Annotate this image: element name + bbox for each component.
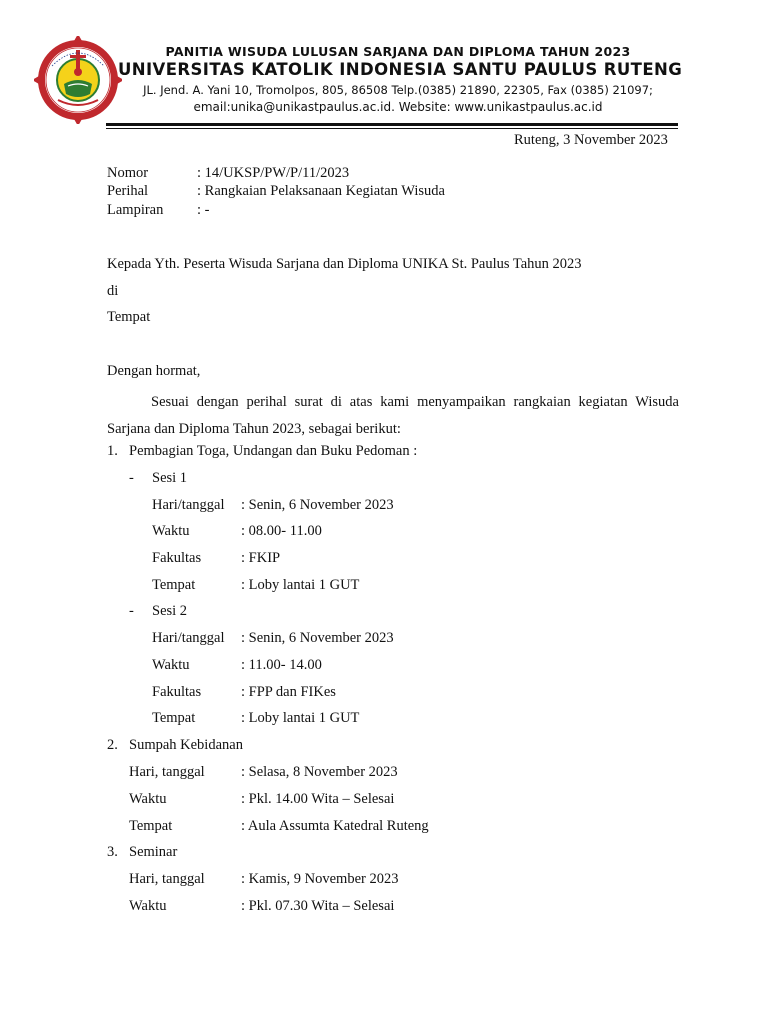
- detail-label: Fakultas: [152, 684, 202, 700]
- detail-label: Tempat: [152, 710, 196, 726]
- recipient-tempat: Tempat: [107, 309, 151, 325]
- detail-value: : Loby lantai 1 GUT: [241, 710, 360, 726]
- detail-value: : Pkl. 07.30 Wita – Selesai: [241, 898, 395, 914]
- detail-value: : Senin, 6 November 2023: [241, 630, 394, 646]
- meta-value-perihal: : Rangkaian Pelaksanaan Kegiatan Wisuda: [197, 183, 445, 199]
- session-bullet: -: [129, 470, 134, 486]
- committee-title: PANITIA WISUDA LULUSAN SARJANA DAN DIPLOMA TAHUN 2023: [165, 44, 631, 59]
- detail-label: Hari, tanggal: [129, 871, 205, 887]
- recipient-line: Kepada Yth. Peserta Wisuda Sarjana dan Diploma UNIKA St. Paulus Tahun 2023: [107, 256, 582, 272]
- meta-label-lampiran: Lampiran: [107, 202, 164, 218]
- item-title: Seminar: [129, 844, 178, 860]
- session-title: Sesi 2: [152, 603, 188, 619]
- contact-line: email:unika@unikastpaulus.ac.id. Website: www.unikastpaulus.ac.id: [193, 100, 603, 114]
- item-number: 3.: [107, 844, 118, 860]
- session-bullet: -: [129, 603, 134, 619]
- detail-value: : Kamis, 9 November 2023: [241, 871, 399, 887]
- detail-label: Hari, tanggal: [129, 764, 205, 780]
- item-title: Pembagian Toga, Undangan dan Buku Pedoman :: [129, 443, 418, 459]
- detail-label: Waktu: [152, 657, 190, 673]
- meta-label-nomor: Nomor: [107, 165, 149, 181]
- intro-paragraph: Sesuai dengan perihal surat di atas kami menyampaikan rangkaian kegiatan Wisuda Sarjana dan Diploma Tahun 2023, sebagai berikut:: [107, 394, 679, 437]
- university-logo: [34, 36, 122, 124]
- meta-value-nomor: : 14/UKSP/PW/P/11/2023: [197, 165, 350, 181]
- recipient-di: di: [107, 283, 119, 299]
- detail-value: : Pkl. 14.00 Wita – Selesai: [241, 791, 395, 807]
- session-title: Sesi 1: [152, 470, 188, 486]
- detail-label: Hari/tanggal: [152, 497, 225, 513]
- detail-label: Tempat: [152, 577, 196, 593]
- letter-date: Ruteng, 3 November 2023: [514, 132, 668, 148]
- item-title: Sumpah Kebidanan: [129, 737, 243, 753]
- item-number: 2.: [107, 737, 118, 753]
- header-divider: [106, 123, 678, 126]
- detail-value: : Selasa, 8 November 2023: [241, 764, 398, 780]
- detail-value: : 08.00- 11.00: [241, 523, 322, 539]
- meta-label-perihal: Perihal: [107, 183, 149, 199]
- greeting: Dengan hormat,: [107, 363, 201, 379]
- meta-value-lampiran: : -: [197, 202, 210, 218]
- detail-label: Tempat: [129, 818, 173, 834]
- detail-value: : Aula Assumta Katedral Ruteng: [241, 818, 429, 834]
- detail-value: : Senin, 6 November 2023: [241, 497, 394, 513]
- detail-value: : FKIP: [241, 550, 281, 566]
- detail-value: : FPP dan FIKes: [241, 684, 336, 700]
- address-line: JL. Jend. A. Yani 10, Tromolpos, 805, 86508 Telp.(0385) 21890, 22305, Fax (0385) 21097;: [143, 83, 653, 97]
- detail-label: Hari/tanggal: [152, 630, 225, 646]
- detail-label: Waktu: [152, 523, 190, 539]
- detail-label: Fakultas: [152, 550, 202, 566]
- item-number: 1.: [107, 443, 118, 459]
- header-divider-thin: [106, 128, 678, 129]
- detail-value: : 11.00- 14.00: [241, 657, 322, 673]
- detail-value: : Loby lantai 1 GUT: [241, 577, 360, 593]
- detail-label: Waktu: [129, 898, 167, 914]
- university-name: UNIVERSITAS KATOLIK INDONESIA SANTU PAULUS RUTENG: [118, 60, 683, 79]
- detail-label: Waktu: [129, 791, 167, 807]
